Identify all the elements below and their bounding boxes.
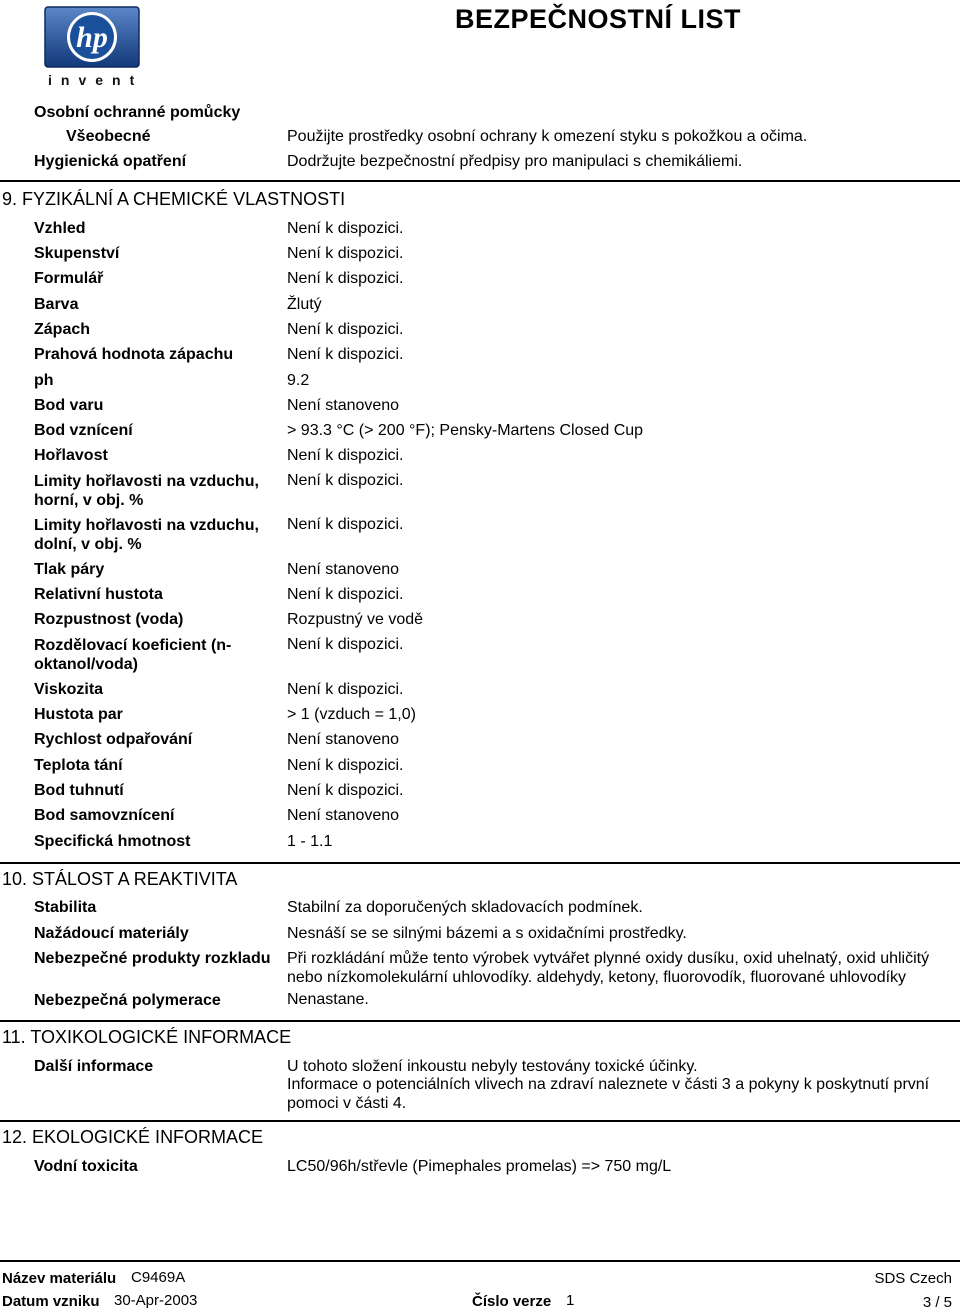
property-value: Žlutý [287, 296, 322, 313]
incompatible-materials-value: Nesnáší se se silnými bázemi a s oxidačními prostředky. [287, 925, 687, 942]
property-label: Limity hořlavosti na vzduchu, dolní, v obj. % [34, 517, 259, 553]
property-value: Není stanoveno [287, 397, 400, 414]
section-divider [0, 862, 960, 864]
ppe-general-label: Všeobecné [66, 128, 151, 145]
property-label: Rychlost odpařování [34, 731, 193, 748]
property-label: Rozpustnost (voda) [34, 611, 184, 628]
property-label: Rozdělovací koeficient (n-oktanol/voda) [34, 637, 232, 673]
property-label: Bod samovznícení [34, 807, 175, 824]
polymerization-value: Nenastane. [287, 991, 369, 1008]
property-label: Hořlavost [34, 447, 108, 464]
property-value: Není k dispozici. [287, 270, 404, 287]
property-value: Není stanoveno [287, 731, 400, 748]
creation-date-label: Datum vzniku [2, 1293, 100, 1310]
property-value: Není k dispozici. [287, 220, 404, 237]
section-12-heading: 12. EKOLOGICKÉ INFORMACE [2, 1127, 264, 1147]
property-label: Specifická hmotnost [34, 833, 191, 850]
property-label: ph [34, 372, 54, 389]
creation-date-value: 30-Apr-2003 [114, 1292, 198, 1309]
property-label: Hustota par [34, 706, 123, 723]
property-value: Není k dispozici. [287, 782, 404, 799]
property-label: Bod varu [34, 397, 104, 414]
aquatic-toxicity-value: LC50/96h/střevle (Pimephales promelas) => 750 mg/L [287, 1158, 672, 1175]
property-value: 1 - 1.1 [287, 833, 333, 850]
property-label: Vzhled [34, 220, 86, 237]
property-value: Není k dispozici. [287, 321, 404, 338]
stability-value: Stabilní za doporučených skladovacích podmínek. [287, 899, 643, 916]
property-label: Relativní hustota [34, 586, 163, 603]
section-11-heading: 11. TOXIKOLOGICKÉ INFORMACE [2, 1027, 292, 1047]
section-divider [0, 1120, 960, 1122]
hp-logo [44, 6, 140, 68]
hp-logo-mark [44, 6, 140, 68]
material-name-value: C9469A [131, 1269, 186, 1286]
property-label: Bod vznícení [34, 422, 133, 439]
polymerization-label: Nebezpečná polymerace [34, 992, 221, 1009]
property-label: Skupenství [34, 245, 120, 262]
property-value: 9.2 [287, 372, 310, 389]
section-divider [0, 1020, 960, 1022]
property-value: Není k dispozici. [287, 757, 404, 774]
property-label: Teplota tání [34, 757, 123, 774]
toxicology-value-line2: Informace o potenciálních vlivech na zdraví naleznete v části 3 a pokyny k poskytnutí první pomoci v části 4. [287, 1076, 930, 1112]
hygiene-value: Dodržujte bezpečnostní předpisy pro manipulaci s chemikáliemi. [287, 153, 743, 170]
property-label: Zápach [34, 321, 91, 338]
property-label: Viskozita [34, 681, 104, 698]
property-label: Bod tuhnutí [34, 782, 124, 799]
document-title: BEZPEČNOSTNÍ LIST [455, 4, 742, 34]
property-label: Formulář [34, 270, 104, 287]
property-value: Není stanoveno [287, 807, 400, 824]
decomposition-products-label: Nebezpečné produkty rozkladu [34, 950, 271, 967]
footer-divider [0, 1260, 960, 1262]
property-value: Není k dispozici. [287, 586, 404, 603]
ppe-heading: Osobní ochranné pomůcky [34, 104, 241, 121]
property-value: Není stanoveno [287, 561, 400, 578]
property-value: Není k dispozici. [287, 245, 404, 262]
version-label: Číslo verze [472, 1293, 552, 1310]
property-value: Není k dispozici. [287, 447, 404, 464]
section-9-heading: 9. FYZIKÁLNÍ A CHEMICKÉ VLASTNOSTI [2, 189, 346, 209]
hygiene-label: Hygienická opatření [34, 153, 187, 170]
section-divider [0, 180, 960, 182]
property-label: Prahová hodnota zápachu [34, 346, 234, 363]
property-label: Limity hořlavosti na vzduchu, horní, v obj. % [34, 473, 259, 509]
property-value: > 1 (vzduch = 1,0) [287, 706, 416, 723]
stability-label: Stabilita [34, 899, 97, 916]
property-value: Není k dispozici. [287, 516, 404, 533]
page-number: 3 / 5 [922, 1294, 952, 1311]
property-value: Není k dispozici. [287, 681, 404, 698]
aquatic-toxicity-label: Vodní toxicita [34, 1158, 138, 1175]
toxicology-value-line1: U tohoto složení inkoustu nebyly testovány toxické účinky. [287, 1058, 698, 1075]
property-label: Tlak páry [34, 561, 105, 578]
property-value: Není k dispozici. [287, 636, 404, 653]
property-label: Barva [34, 296, 79, 313]
sds-language: SDS Czech [874, 1270, 952, 1287]
logo-text: hp [76, 21, 108, 54]
logo-tagline: invent [48, 72, 144, 88]
section-10-heading: 10. STÁLOST A REAKTIVITA [2, 869, 238, 889]
material-name-label: Název materiálu [2, 1270, 117, 1287]
version-value: 1 [566, 1292, 575, 1309]
ppe-general-value: Použijte prostředky osobní ochrany k omezení styku s pokožkou a očima. [287, 128, 808, 145]
property-value: Není k dispozici. [287, 346, 404, 363]
decomposition-products-value: Při rozkládání může tento výrobek vytvářet plynné oxidy dusíku, oxid uhelnatý, oxid uhličitý nebo nízkomolekulární uhlovodíky. aldehydy, ketony, fluorovodík, fluorované uhlovodíky [287, 950, 930, 986]
property-value: Rozpustný ve vodě [287, 611, 424, 628]
incompatible-materials-label: Nažádoucí materiály [34, 925, 189, 942]
toxicology-label: Další informace [34, 1058, 154, 1075]
property-value: > 93.3 °C (> 200 °F); Pensky-Martens Closed Cup [287, 422, 644, 439]
property-value: Není k dispozici. [287, 472, 404, 489]
